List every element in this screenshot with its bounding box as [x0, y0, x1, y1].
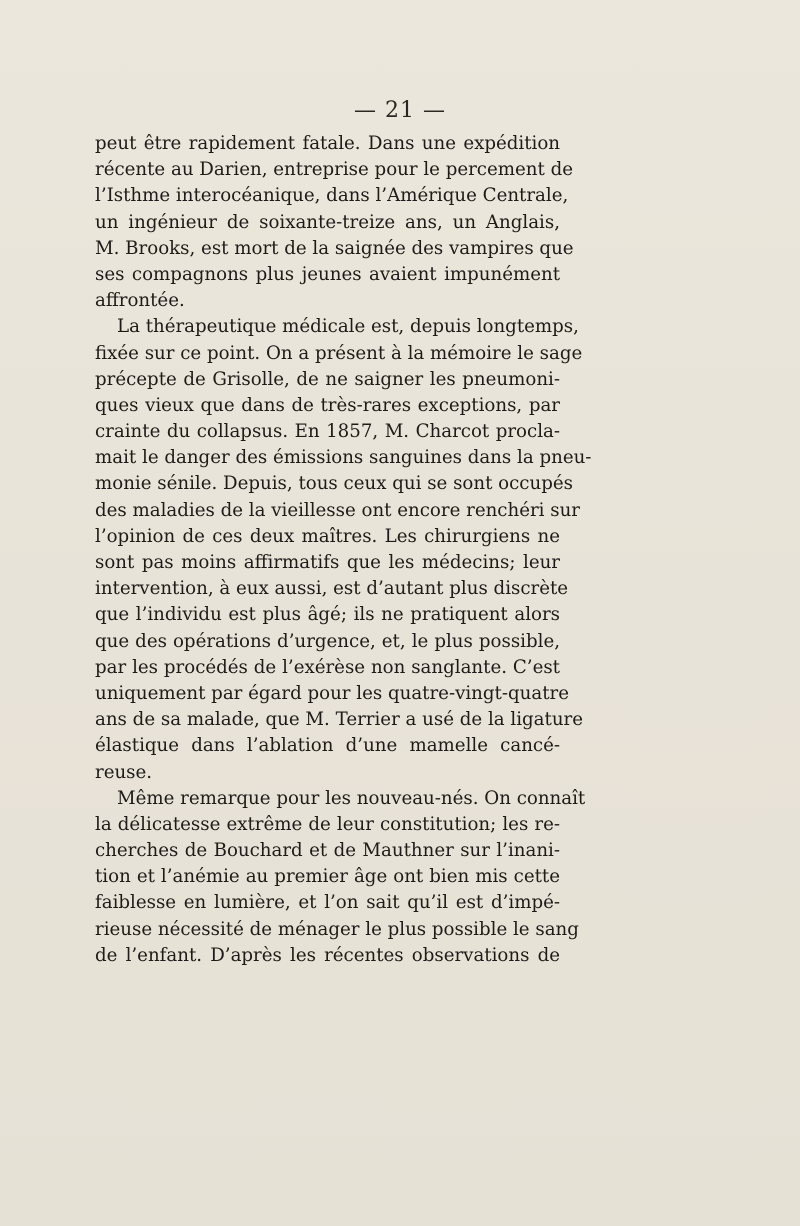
text-line: crainte du collapsus. En 1857, M. Charcot procla- [95, 421, 560, 443]
text-line: par les procédés de l’exérèse non sanglante. C’est [95, 656, 560, 678]
text-line: la délicatesse extrême de leur constitution; les re- [95, 813, 560, 835]
page-number: — 21 — [354, 98, 446, 123]
text-line: des maladies de la vieillesse ont encore renchéri sur [95, 499, 580, 521]
text-line: uniquement par égard pour les quatre-vingt-quatre [95, 682, 569, 704]
text-line: sont pas moins affirmatifs que les médecins; leur [95, 552, 560, 573]
body-text [95, 131, 592, 969]
text-line: reuse. [95, 761, 153, 783]
text-line: l’opinion de ces deux maîtres. Les chirurgiens ne [95, 525, 560, 547]
text-line: mait le danger des émissions sanguines dans la pneu- [95, 447, 592, 469]
text-line: ques vieux que dans de très-rares exceptions, par [95, 394, 560, 416]
text-line: un ingénieur de soixante-treize ans, un Anglais, [95, 211, 560, 233]
text-line: récente au Darien, entreprise pour le percement de [95, 159, 573, 181]
text-line: que l’individu est plus âgé; ils ne pratiquent alors [95, 604, 560, 626]
text-line: affrontée. [95, 290, 185, 312]
text-line: rieuse nécessité de ménager le plus possible le sang [95, 918, 579, 940]
text-line: l’Isthme interocéanique, dans l’Amérique Centrale, [95, 185, 569, 207]
paragraph-start-line: Même remarque pour les nouveau-nés. On connaît [117, 787, 586, 809]
text-line: tion et l’anémie au premier âge ont bien mis cette [95, 866, 560, 888]
text-line: faiblesse en lumière, et l’on sait qu’il est d’impé- [95, 892, 560, 914]
text-line: M. Brooks, est mort de la saignée des vampires que [95, 237, 574, 259]
text-line: ses compagnons plus jeunes avaient impunément [95, 263, 560, 285]
paragraph-start-line: La thérapeutique médicale est, depuis longtemps, [117, 316, 579, 338]
text-line: précepte de Grisolle, de ne saigner les pneumoni- [95, 368, 560, 390]
text-line: peut être rapidement fatale. Dans une expédition [95, 133, 560, 154]
text-line: fixée sur ce point. On a présent à la mémoire le sage [95, 342, 583, 364]
text-line: élastique dans l’ablation d’une mamelle cancé- [95, 735, 560, 757]
text-line: intervention, à eux aussi, est d’autant plus discrète [95, 578, 569, 600]
text-line: que des opérations d’urgence, et, le plus possible, [95, 630, 560, 652]
text-line: monie sénile. Depuis, tous ceux qui se sont occupés [95, 473, 573, 495]
text-line: cherches de Bouchard et de Mauthner sur l’inani- [95, 840, 560, 862]
text-line: de l’enfant. D’après les récentes observations de [95, 944, 560, 966]
text-line: ans de sa malade, que M. Terrier a usé de la ligature [95, 709, 583, 731]
